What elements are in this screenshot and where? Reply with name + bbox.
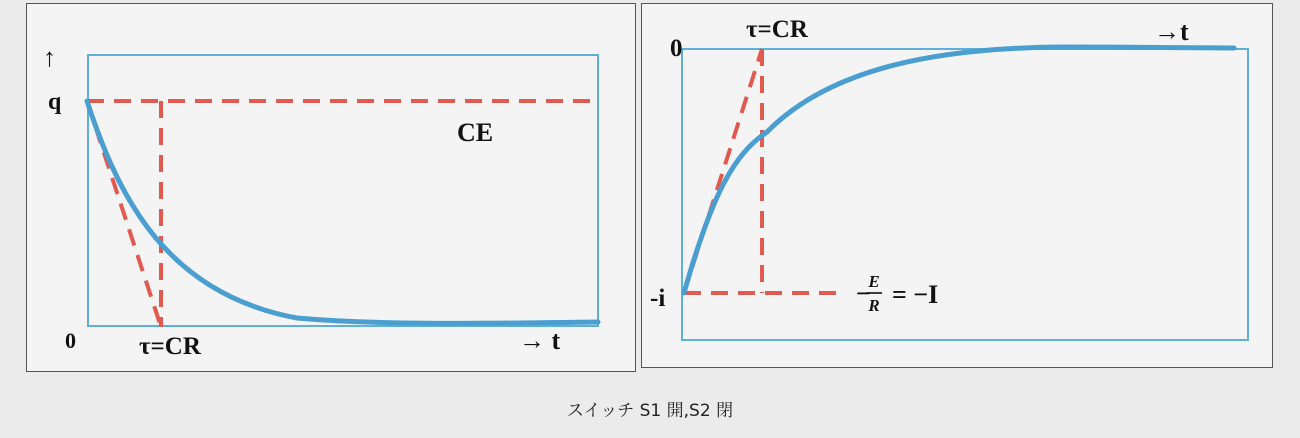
formula-minus: − bbox=[856, 279, 871, 308]
discharge-graph-panel bbox=[26, 3, 636, 372]
t-axis-label: → t bbox=[519, 326, 561, 355]
tau-label: τ=CR bbox=[746, 16, 808, 43]
current-rise-graph bbox=[642, 4, 1272, 367]
tau-label: τ=CR bbox=[139, 333, 201, 360]
formula-numerator: E bbox=[868, 272, 880, 291]
formula-denominator: R bbox=[868, 296, 880, 315]
q-label: q bbox=[48, 89, 62, 115]
plot-frame bbox=[88, 55, 598, 326]
formula-rhs: = −I bbox=[892, 280, 939, 309]
figure-caption: スイッチ S1 開,S2 閉 bbox=[566, 401, 734, 421]
ce-label: CE bbox=[457, 118, 494, 147]
origin-label: 0 bbox=[65, 328, 76, 353]
t-axis-label: →t bbox=[1154, 17, 1189, 46]
current-curve bbox=[684, 47, 1234, 293]
y-axis-arrow: ↑ bbox=[43, 43, 56, 72]
zero-label: 0 bbox=[670, 35, 683, 62]
current-graph-panel bbox=[641, 3, 1273, 368]
charge-decay-graph bbox=[27, 4, 635, 371]
plot-frame bbox=[682, 49, 1248, 340]
initial-current-label: -i bbox=[650, 285, 666, 312]
current-formula bbox=[856, 272, 938, 315]
charge-curve bbox=[87, 101, 598, 323]
